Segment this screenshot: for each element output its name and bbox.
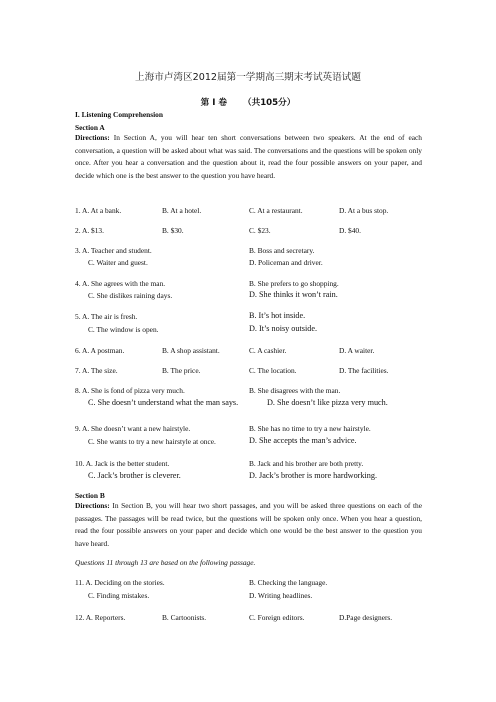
option-6d: D. A waiter. — [339, 346, 375, 355]
option-6c: C. A cashier. — [249, 346, 287, 355]
option-5b: B. It’s hot inside. — [249, 311, 306, 320]
exam-title: 上海市卢湾区2012届第一学期高三期末考试英语试题 — [135, 72, 361, 83]
question-6: 6. A. A postman. — [75, 346, 125, 355]
section-a-directions — [75, 132, 422, 182]
option-3c: C. Waiter and guest. — [88, 258, 148, 267]
directions-label: Directions: — [75, 133, 110, 142]
question-10: 10. A. Jack is the better student. — [75, 459, 170, 468]
option-2d: D. $40. — [339, 226, 361, 235]
section-heading: I. Listening Comprehension — [75, 110, 163, 119]
question-8: 8. A. She is fond of pizza very much. — [75, 386, 185, 395]
option-12b: B. Cartoonists. — [162, 613, 207, 622]
option-2c: C. $23. — [249, 226, 271, 235]
option-6b: B. A shop assistant. — [162, 346, 220, 355]
option-11d: D. Writing headlines. — [249, 591, 313, 600]
directions-label: Directions: — [75, 501, 110, 510]
option-7b: B. The price. — [162, 366, 201, 375]
option-5d: D. It’s noisy outside. — [249, 324, 318, 333]
option-10c: C. Jack’s brother is cleverer. — [88, 471, 181, 480]
section-a-label: Section A — [75, 123, 105, 132]
question-5: 5. A. The air is fresh. — [75, 312, 138, 321]
passage-note: Questions 11 through 13 are based on the following passage. — [75, 558, 256, 567]
part-score: （共105分） — [243, 98, 296, 108]
option-1d: D. At a bus stop. — [339, 206, 389, 215]
option-4c: C. She dislikes raining days. — [88, 291, 173, 300]
option-11b: B. Checking the language. — [249, 578, 328, 587]
section-b-label: Section B — [75, 491, 105, 500]
part-heading — [0, 96, 496, 108]
option-9d: D. She accepts the man’s advice. — [249, 436, 357, 445]
option-3d: D. Policeman and driver. — [249, 258, 323, 267]
section-b-directions — [75, 500, 422, 550]
question-1: 1. A. At a bank. — [75, 206, 122, 215]
question-9: 9. A. She doesn’t want a new hairstyle. — [75, 424, 191, 433]
option-4b: B. She prefers to go shopping. — [249, 279, 339, 288]
option-8d: D. She doesn’t like pizza very much. — [267, 398, 388, 407]
option-10d: D. Jack’s brother is more hardworking. — [249, 471, 378, 480]
question-11: 11. A. Deciding on the stories. — [75, 578, 165, 587]
question-2: 2. A. $13. — [75, 226, 104, 235]
option-3b: B. Boss and secretary. — [249, 246, 315, 255]
option-1b: B. At a hotel. — [162, 206, 202, 215]
question-4: 4. A. She agrees with the man. — [75, 279, 166, 288]
option-9c: C. She wants to try a new hairstyle at once. — [88, 437, 216, 446]
option-2b: B. $30. — [162, 226, 184, 235]
question-3: 3. A. Teacher and student. — [75, 246, 152, 255]
option-11c: C. Finding mistakes. — [88, 591, 150, 600]
option-1c: C. At a restaurant. — [249, 206, 303, 215]
directions-text: In Section A, you will hear ten short conversations between two speakers. At the end of each conversation, a question will be asked about what was said. The conversations and the questions will be spoken only once. After you hear a conversation and the question about it, read the four possible answers on your paper, and decide which one is the best answer to the question you have heard. — [75, 133, 422, 180]
option-8c: C. She doesn’t understand what the man says. — [88, 398, 239, 407]
part-label: 第 I 卷 — [200, 98, 228, 108]
option-7d: D. The facilities. — [339, 366, 389, 375]
option-4d: D. She thinks it won’t rain. — [249, 290, 338, 299]
option-9b: B. She has no time to try a new hairstyle. — [249, 424, 371, 433]
option-12d: D.Page designers. — [339, 613, 393, 622]
question-7: 7. A. The size. — [75, 366, 118, 375]
option-10b: B. Jack and his brother are both pretty. — [249, 459, 364, 468]
directions-text: In Section B, you will hear two short passages, and you will be asked three questions on each of the passages. The passages will be read twice, but the questions will be spoken only once. When you hear a question, read the four possible answers on your paper and decide which one would be the best answer to the question you have heard. — [75, 501, 422, 548]
option-5c: C. The window is open. — [88, 325, 159, 334]
option-8b: B. She disagrees with the man. — [249, 386, 341, 395]
option-7c: C. The location. — [249, 366, 297, 375]
question-12: 12. A. Reporters. — [75, 613, 126, 622]
option-12c: C. Foreign editors. — [249, 613, 305, 622]
